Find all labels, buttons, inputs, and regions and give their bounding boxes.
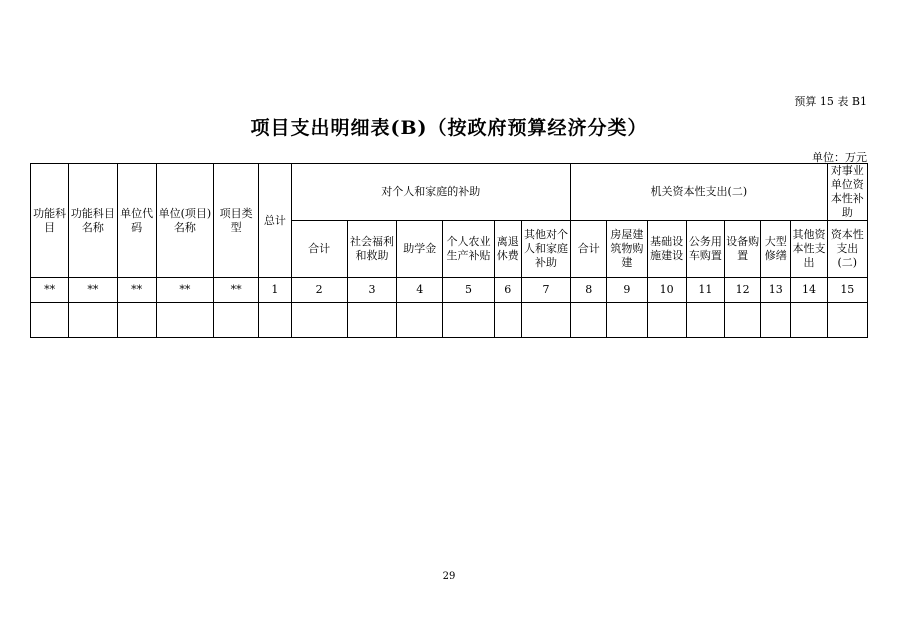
index-cell: ** — [156, 278, 213, 303]
header-capital-total: 合计 — [571, 221, 607, 278]
data-cell — [827, 303, 867, 338]
index-row — [31, 278, 868, 303]
data-cell — [686, 303, 724, 338]
data-cell — [69, 303, 117, 338]
data-cell — [761, 303, 791, 338]
header-household-total: 合计 — [291, 221, 347, 278]
header-major-repair: 大型修缮 — [761, 221, 791, 278]
index-cell: 12 — [724, 278, 760, 303]
header-function-code: 功能科目 — [31, 164, 69, 278]
data-cell — [521, 303, 570, 338]
page-number: 29 — [442, 571, 456, 582]
index-cell: 11 — [686, 278, 724, 303]
form-code: 预算 15 表 B1 — [794, 95, 867, 108]
data-cell — [607, 303, 647, 338]
data-cell — [156, 303, 213, 338]
header-capital-two: 资本性支出(二) — [827, 221, 867, 278]
data-cell — [647, 303, 686, 338]
header-function-name: 功能科目名称 — [69, 164, 117, 278]
data-cell — [259, 303, 291, 338]
data-cell — [443, 303, 494, 338]
index-cell: ** — [214, 278, 259, 303]
index-cell: ** — [117, 278, 156, 303]
index-cell: 8 — [571, 278, 607, 303]
header-row-group — [31, 164, 868, 221]
index-cell: 3 — [347, 278, 396, 303]
index-cell: 6 — [494, 278, 521, 303]
index-cell: 13 — [761, 278, 791, 303]
header-household-subsidy: 对个人和家庭的补助 — [291, 164, 571, 221]
header-social-welfare: 社会福利和救助 — [347, 221, 396, 278]
header-institution-capital-subsidy: 对事业单位资本性补助 — [827, 164, 867, 221]
header-buildings: 房屋建筑物购建 — [607, 221, 647, 278]
data-cell — [347, 303, 396, 338]
header-agency-capital: 机关资本性支出(二) — [571, 164, 828, 221]
header-other-capital: 其他资本性支出 — [791, 221, 827, 278]
data-cell — [214, 303, 259, 338]
header-infrastructure: 基础设施建设 — [647, 221, 686, 278]
data-cell — [31, 303, 69, 338]
unit-label: 单位：万元 — [812, 151, 867, 164]
header-other-household: 其他对个人和家庭补助 — [521, 221, 570, 278]
data-cell — [724, 303, 760, 338]
header-vehicles: 公务用车购置 — [686, 221, 724, 278]
header-equipment: 设备购置 — [724, 221, 760, 278]
index-cell: 9 — [607, 278, 647, 303]
index-cell: 15 — [827, 278, 867, 303]
page-title: 项目支出明细表(B)（按政府预算经济分类） — [250, 117, 648, 139]
data-cell — [571, 303, 607, 338]
data-cell — [791, 303, 827, 338]
data-cell — [494, 303, 521, 338]
index-cell: 5 — [443, 278, 494, 303]
index-cell: 7 — [521, 278, 570, 303]
header-unit-name: 单位(项目)名称 — [156, 164, 213, 278]
header-student-aid: 助学金 — [397, 221, 443, 278]
data-cell — [397, 303, 443, 338]
header-farm-subsidy: 个人农业生产补贴 — [443, 221, 494, 278]
header-total: 总计 — [259, 164, 291, 278]
index-cell: 2 — [291, 278, 347, 303]
data-cell — [117, 303, 156, 338]
header-retirement: 离退休费 — [494, 221, 521, 278]
index-cell: 10 — [647, 278, 686, 303]
index-cell: ** — [31, 278, 69, 303]
index-cell: 4 — [397, 278, 443, 303]
data-row — [31, 303, 868, 338]
index-cell: 1 — [259, 278, 291, 303]
header-unit-code: 单位代码 — [117, 164, 156, 278]
index-cell: ** — [69, 278, 117, 303]
data-cell — [291, 303, 347, 338]
header-project-type: 项目类型 — [214, 164, 259, 278]
index-cell: 14 — [791, 278, 827, 303]
expenditure-table — [30, 163, 868, 338]
